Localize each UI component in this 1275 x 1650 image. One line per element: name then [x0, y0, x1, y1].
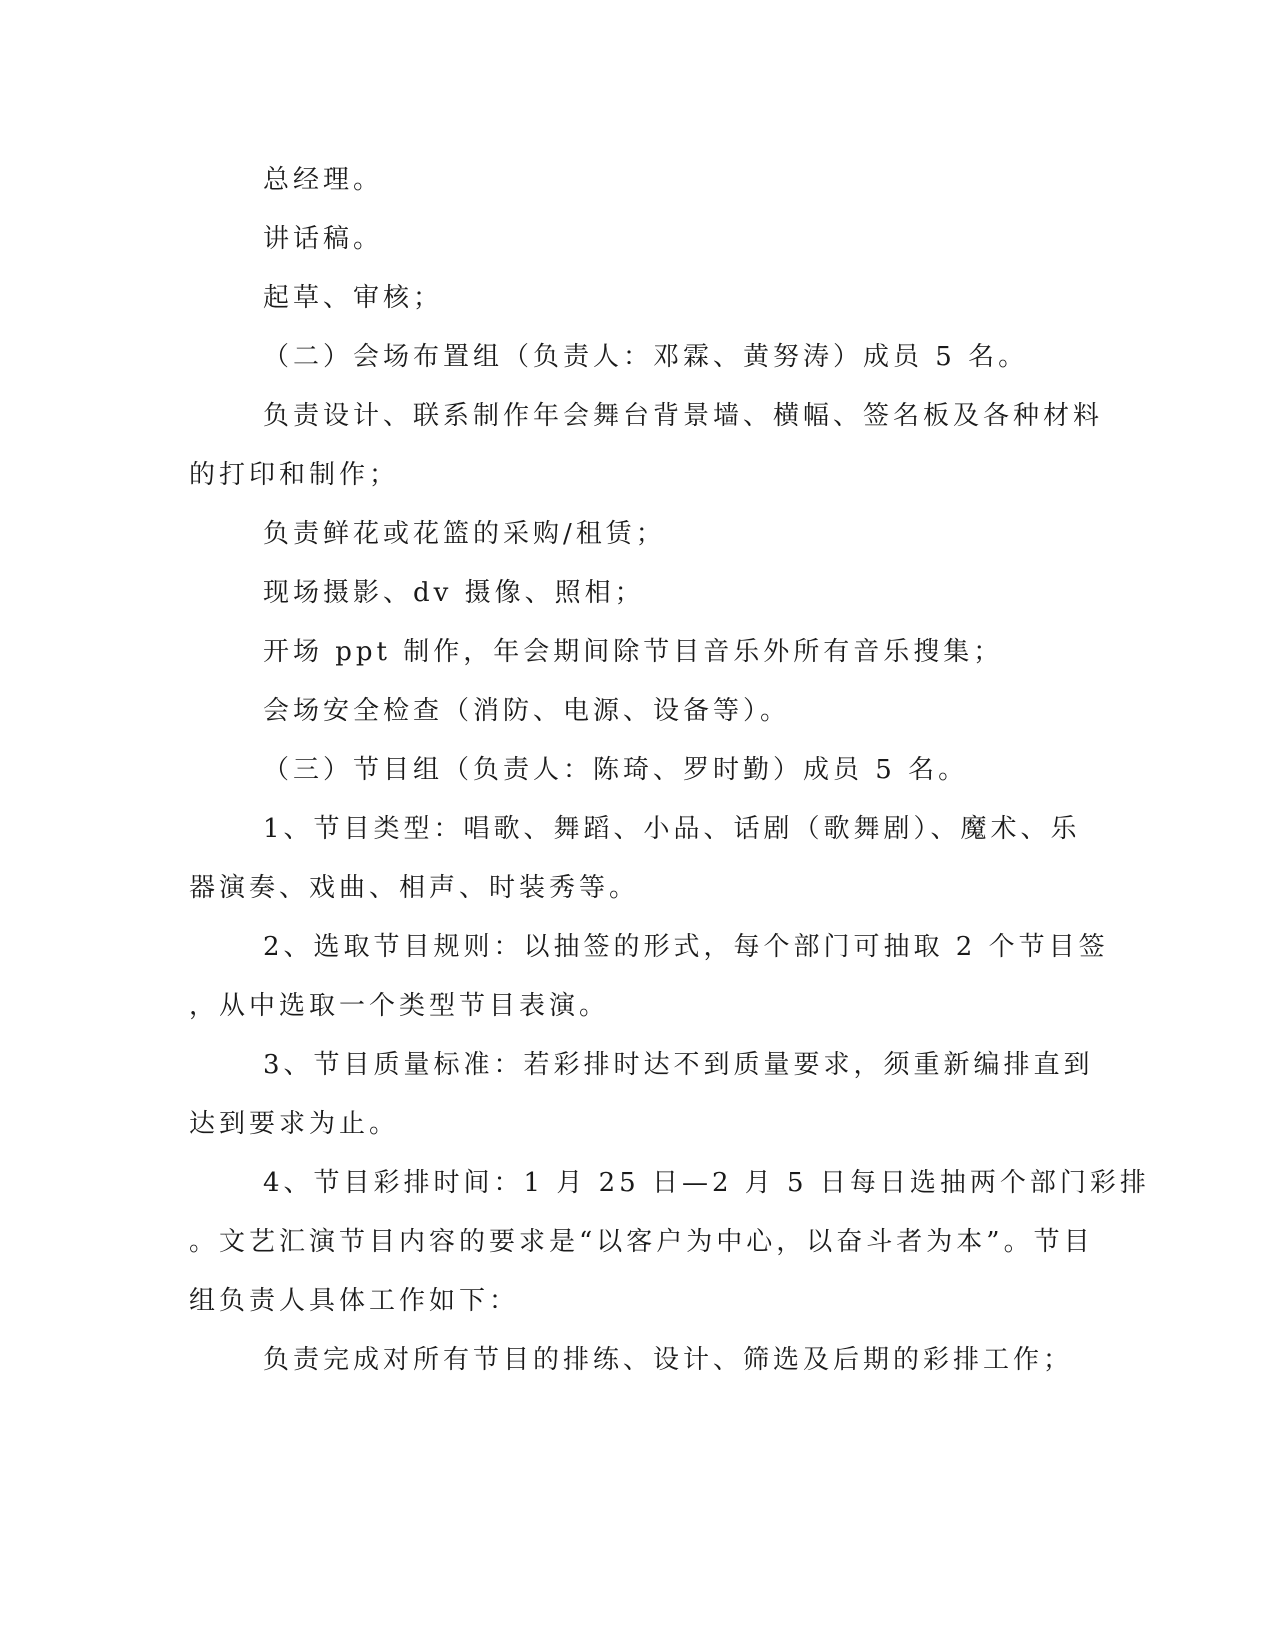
- text-line: 总经理。: [263, 165, 384, 195]
- text-line: ，从中选取一个类型节目表演。: [189, 991, 610, 1021]
- text-line: 起草、审核；: [263, 283, 444, 313]
- text-line: 讲话稿。: [263, 224, 384, 254]
- text-line: 现场摄影、dv 摄像、照相；: [263, 578, 645, 608]
- text-line: 负责设计、联系制作年会舞台背景墙、横幅、签名板及各种材料: [263, 401, 1104, 431]
- text-line: 。文艺汇演节目内容的要求是“以客户为中心，以奋斗者为本”。节目: [189, 1227, 1094, 1257]
- text-line: 1、节目类型：唱歌、舞蹈、小品、话剧（歌舞剧）、魔术、乐: [263, 814, 1081, 844]
- text-line: 会场安全检查（消防、电源、设备等）。: [263, 696, 791, 726]
- text-line: 开场 ppt 制作，年会期间除节目音乐外所有音乐搜集；: [263, 637, 1004, 667]
- text-line: 器演奏、戏曲、相声、时装秀等。: [189, 873, 640, 903]
- text-line: 的打印和制作；: [189, 460, 400, 490]
- text-line: 负责完成对所有节目的排练、设计、筛选及后期的彩排工作；: [263, 1345, 1074, 1375]
- text-line: 组负责人具体工作如下：: [189, 1286, 520, 1316]
- text-line: 负责鲜花或花篮的采购/租赁；: [263, 519, 666, 549]
- text-line: 达到要求为止。: [189, 1109, 400, 1139]
- text-line: 3、节目质量标准：若彩排时达不到质量要求，须重新编排直到: [263, 1050, 1094, 1080]
- text-line: 2、选取节目规则：以抽签的形式，每个部门可抽取 2 个节目签: [263, 932, 1109, 962]
- section-heading: （二）会场布置组（负责人：邓霖、黄努涛）成员 5 名。: [263, 342, 1029, 372]
- text-line: 4、节目彩排时间：1 月 25 日—2 月 5 日每日选抽两个部门彩排: [263, 1168, 1150, 1198]
- section-heading: （三）节目组（负责人：陈琦、罗时勤）成员 5 名。: [263, 755, 969, 785]
